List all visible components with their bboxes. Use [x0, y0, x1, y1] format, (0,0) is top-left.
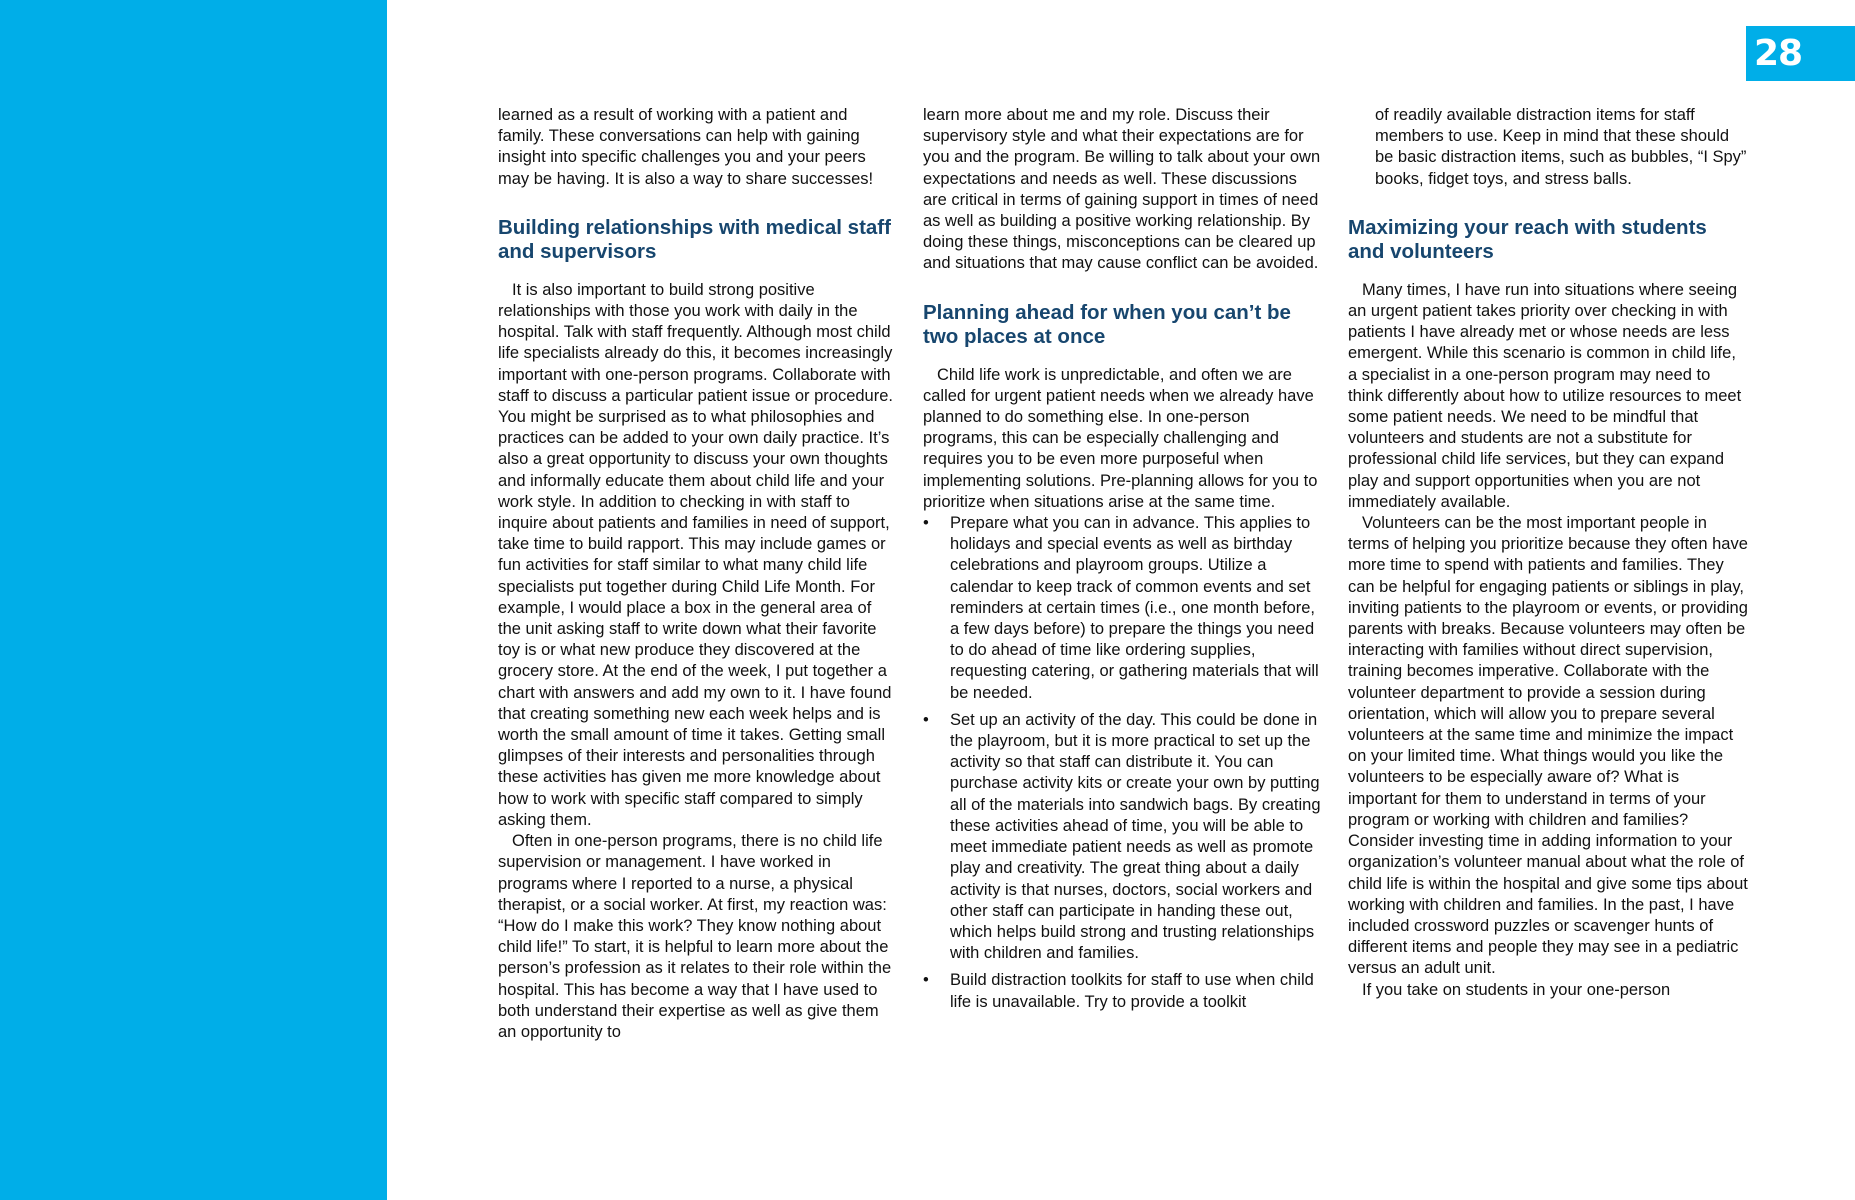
bullet-marker: •: [923, 710, 929, 729]
paragraph: It is also important to build strong positive relationships with those you work with daily in the hospital. Talk with staff frequently. Although most child life specialists already do this, it becomes increasingly important with one-person programs. Collaborate with staff to discuss a particular patient issue or procedure. You might be surprised as to what philosophies and practices can be added to your own daily practice. It’s also a great opportunity to discuss your own thoughts and informally educate them about child life and your work style. In addition to checking in with staff to inquire about patients and families in need of support, take time to build rapport. This may include games or fun activities for staff similar to what many child life specialists put together during Child Life Month. For example, I would place a box in the general area of the unit asking staff to write down what their favorite toy is or what new produce they discovered at the grocery store. At the end of the week, I put together a chart with answers and add my own to it. I have found that creating something new each week helps and is worth the small amount of time it takes. Getting small glimpses of their interests and personalities through these activities has given me more knowledge about how to work with specific staff compared to simply asking them.: [498, 280, 893, 829]
bullet-marker: •: [923, 971, 929, 990]
section-heading: Planning ahead for when you can’t be two places at once: [923, 300, 1291, 348]
text-column-3: [1348, 105, 1748, 1001]
paragraph: Many times, I have run into situations where seeing an urgent patient takes priority over checking in with patients I have already met or whose needs are less emergent. While this scenario is common in child life, a specialist in a one-person program may need to think differently about how to utilize resources to meet some patient needs. We need to be mindful that volunteers and students are not a substitute for professional child life services, but they can expand play and support opportunities when you are not immediately available.: [1348, 280, 1742, 511]
section-heading: Building relationships with medical staff and supervisors: [498, 215, 891, 263]
paragraph: learn more about me and my role. Discuss their supervisory style and what their expectations are for you and the program. Be willing to talk about your own expectations and needs as well. These discussions are critical in terms of gaining support in times of need as well as building a positive working relationship. By doing these things, misconceptions can be cleared up and situations that may cause conflict can be avoided.: [923, 106, 1321, 273]
list-item-text: Prepare what you can in advance. This applies to holidays and special events as well as birthday celebrations and playroom groups. Utilize a calendar to keep track of common events and set reminders at certain times (i.e., one month before, a few days before) to prepare the things you need to do ahead of time like ordering supplies, requesting catering, or gathering materials that will be needed.: [950, 514, 1319, 702]
list-item: [923, 970, 1323, 1012]
text-column-1: [498, 105, 898, 1043]
text-column-2: [923, 105, 1323, 1019]
paragraph: Often in one-person programs, there is no child life supervision or management. I have worked in programs where I reported to a nurse, a physical therapist, or a social worker. At first, my reaction was: “How do I make this work? They know nothing about child life!” To start, it is helpful to learn more about the person’s profession as it relates to their role within the hospital. This has become a way that I have used to both understand their expertise as well as give them an opportunity to: [498, 832, 892, 1041]
paragraph: learned as a result of working with a patient and family. These conversations can help with gaining insight into specific challenges you and your peers may be having. It is also a way to share successes!: [498, 106, 874, 188]
color-sidebar: [0, 0, 387, 1200]
bullet-continuation: of readily available distraction items for staff members to use. Keep in mind that these should be basic distraction items, such as bubbles, “I Spy” books, fidget toys, and stress balls.: [1375, 106, 1747, 188]
paragraph: Child life work is unpredictable, and often we are called for urgent patient needs when we already have planned to do something else. In one-person programs, this can be especially challenging and requires you to be even more purposeful when implementing solutions. Pre-planning allows for you to prioritize when situations arise at the same time.: [923, 365, 1318, 511]
page-number-badge: 28: [1746, 26, 1855, 81]
list-item-text: Build distraction toolkits for staff to use when child life is unavailable. Try to provide a toolkit: [950, 971, 1314, 1011]
bullet-list: [923, 513, 1323, 1013]
list-item: [923, 710, 1323, 964]
list-item-text: Set up an activity of the day. This could be done in the playroom, but it is more practical to set up the activity so that staff can distribute it. You can purchase activity kits or create your own by putting all of the materials into sandwich bags. By creating these activities ahead of time, you will be able to meet immediate patient needs as well as promote play and creativity. The great thing about a daily activity is that nurses, doctors, social workers and other staff can participate in handing these out, which helps build strong and trusting relationships with children and families.: [950, 710, 1321, 963]
paragraph: If you take on students in your one-person: [1362, 980, 1671, 999]
section-heading: Maximizing your reach with students and volunteers: [1348, 215, 1707, 263]
list-item: [923, 513, 1323, 704]
paragraph: Volunteers can be the most important people in terms of helping you prioritize because they often have more time to spend with patients and families. They can be helpful for engaging patients or siblings in play, inviting patients to the playroom or events, or providing parents with breaks. Because volunteers may often be interacting with families without direct supervision, training becomes imperative. Collaborate with the volunteer department to provide a session during orientation, which will allow you to prepare several volunteers at the same time and minimize the impact on your limited time. What things would you like the volunteers to be especially aware of? What is important for them to understand in terms of your program or working with children and families? Consider investing time in adding information to your organization’s volunteer manual about what the role of child life is within the hospital and give some tips about working with children and families. In the past, I have included crossword puzzles or scavenger hunts of different items and people they may see in a pediatric versus an adult unit.: [1348, 514, 1748, 978]
bullet-marker: •: [923, 514, 929, 533]
